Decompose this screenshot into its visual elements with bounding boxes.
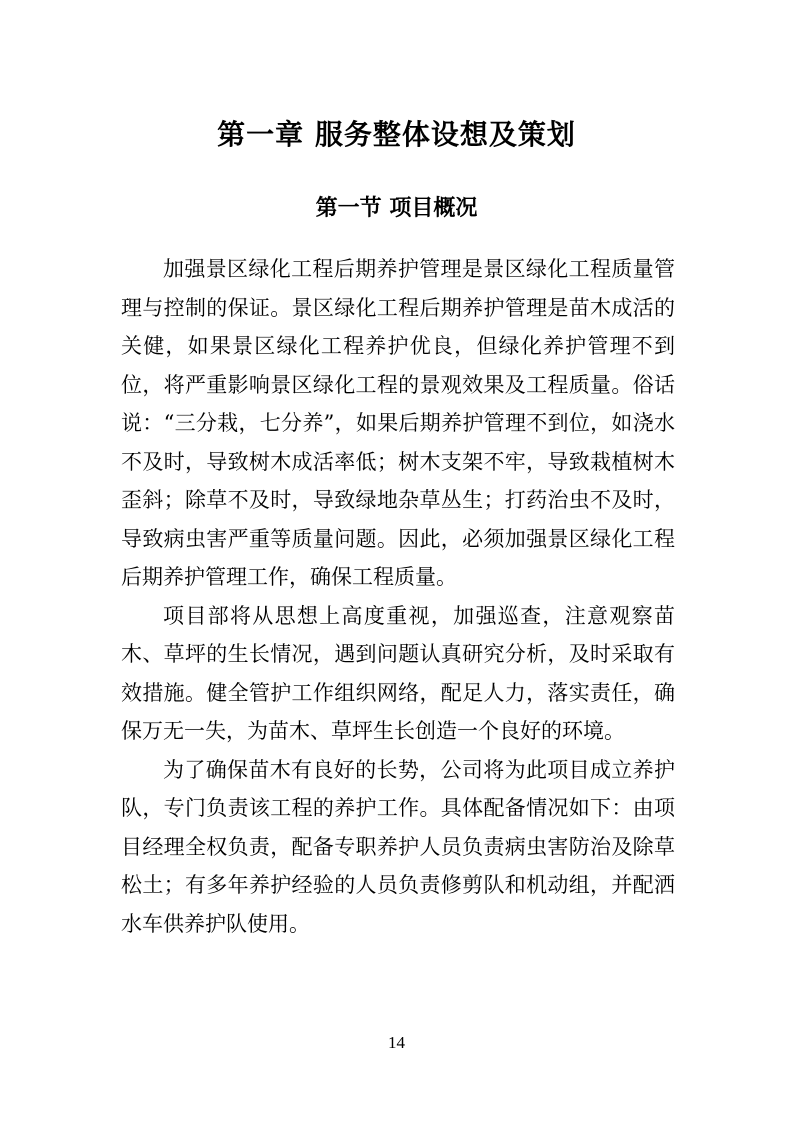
- paragraph: 加强景区绿化工程后期养护管理是景区绿化工程质量管理与控制的保证。景区绿化工程后期养护管理是苗木成活的关健，如果景区绿化工程养护优良，但绿化养护管理不到位，将严重影响景区绿化工程的景观效果及工程质量。俗话说：“三分栽，七分养”，如果后期养护管理不到位，如浇水不及时，导致树木成活率低；树木支架不牢，导致栽植树木歪斜；除草不及时，导致绿地杂草丛生；打药治虫不及时，导致病虫害严重等质量问题。因此，必须加强景区绿化工程后期养护管理工作，确保工程质量。: [121, 257, 675, 589]
- paragraph: 项目部将从思想上高度重视，加强巡查，注意观察苗木、草坪的生长情况，遇到问题认真研究分析，及时采取有效措施。健全管护工作组织网络，配足人力，落实责任，确保万无一失，为苗木、草坪生长创造一个良好的环境。: [121, 603, 675, 743]
- paragraph: 为了确保苗木有良好的长势，公司将为此项目成立养护队，专门负责该工程的养护工作。具体配备情况如下：由项目经理全权负责，配备专职养护人员负责病虫害防治及除草松土；有多年养护经验的人员负责修剪队和机动组，并配洒水车供养护队使用。: [121, 757, 675, 936]
- page-number: 14: [388, 1033, 405, 1052]
- section-title: 第一节 项目概况: [315, 196, 478, 222]
- chapter-title: 第一章 服务整体设想及策划: [217, 117, 576, 151]
- body-text: [121, 250, 675, 943]
